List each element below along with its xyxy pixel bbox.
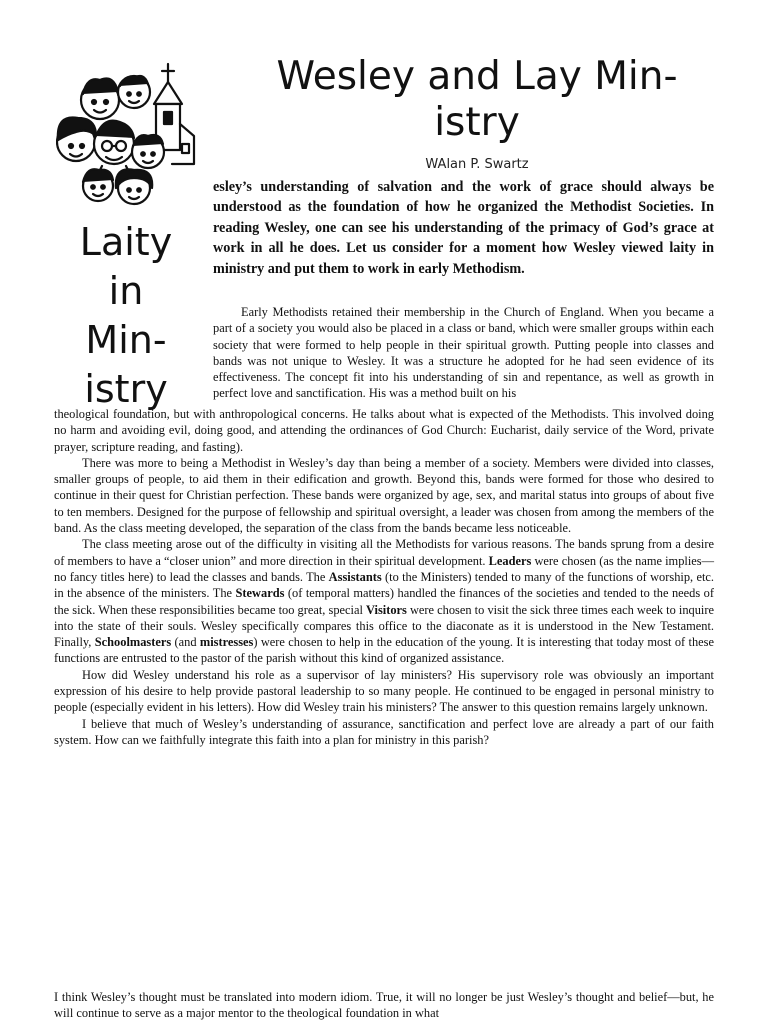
body-paragraph-5: I believe that much of Wesley’s understanding of assurance, sanctification and perfect love are already a part of our faith system. How can we faithfully integrate this faith into a plan for ministry in this parish? [54, 716, 714, 747]
closing-paragraph: I think Wesley’s thought must be translated into modern idiom. True, it will no longer be just Wesley’s thought and belief—but, he will continue to serve as a major mentor to the theological foundation in what [54, 990, 714, 1021]
sidebar-heading-line: in [108, 269, 144, 313]
sidebar-heading-line: istry [84, 367, 168, 411]
term-visitors: Visitors [366, 602, 407, 617]
text-run: The class meeting arose out of the difficulty in visiting all the Methodists for various reasons. The bands sprung from a desire of members to have a “closer union” and more direction in their spiritual development. [54, 537, 714, 568]
article-body [54, 406, 714, 748]
body-paragraph-1-rest: theological foundation, but with anthropological concerns. He talks about what is expected of the Methodists. This involved doing no harm and avoiding evil, doing good, and attending the ordinances of God Church: Eucharist, daily service of the Word, private prayer, scripture reading, and fasting). [54, 407, 714, 454]
lead-paragraph: esley’s understanding of salvation and the work of grace should always be understood as the foundation of how he organized the Methodist Societies. In reading Wesley, one can see his understanding of the primacy of God’s grace at work in all he does. Let us consider for a moment how Wesley viewed laity in ministry and put them to work in early Methodism. [213, 179, 714, 277]
term-stewards: Stewards [235, 586, 285, 601]
text-run: (of temporal matters) handled the finances of the societies and tended to the needs of the sick. When these responsibilities became too great, special [54, 586, 714, 617]
text-run: (to the Ministers) tended to many of the functions of worship, etc. in the absence of the ministers. The [54, 569, 714, 601]
article-title-line-1: Wesley and Lay Min- [276, 54, 678, 99]
text-run: were chosen (as the name implies—no fancy titles here) to lead the classes and bands. The [54, 553, 714, 584]
article-title [212, 54, 742, 146]
text-run: were chosen to visit the sick three times each week to inquire into the state of their souls. Wesley specifically compares this office to the diaconate as it is understood in the New Testament. Finally, [54, 602, 714, 650]
article-title-line-2: istry [434, 100, 520, 145]
church-people-clipart-icon [56, 62, 196, 212]
sidebar-heading [56, 218, 196, 414]
term-mistresses: mistresses [199, 635, 254, 650]
body-paragraph-2: There was more to being a Methodist in Wesley’s day than being a member of a society. Members were divided into classes, smaller groups of people, to aid them in their edification and growth. Beyond this, bands were formed for those who desired to continue in their quest for Christian perfection. These bands were organized by age, sex, and marital status into groups of about five to ten members. Designed for the purpose of fellowship and spiritual oversight, a leader was chosen from among the members of the band. As the class meeting developed, the separation of the class from the bands became less noticeable. [54, 455, 714, 536]
text-run: ) were chosen to help in the education of the young. It is interesting that today most of these functions are entrusted to the pastor of the parish without this kind of organized assistance. [54, 635, 714, 666]
term-schoolmasters: Schoolmasters [94, 635, 172, 650]
body-paragraph-4: How did Wesley understand his role as a supervisor of lay ministers? His supervisory role was obviously an important expression of his desire to help provide pastoral leadership to so many people. He continued to be engaged in personal ministry to people (especially evident in his letters). How did Wesley train his ministers? The answer to this question remains largely unknown. [54, 667, 714, 715]
sidebar-heading-line: Min- [85, 318, 167, 362]
term-leaders: Leaders [488, 553, 532, 568]
term-assistants: Assistants [328, 569, 382, 584]
body-paragraph-3 [54, 536, 714, 666]
text-run: (and [171, 635, 200, 650]
sidebar-heading-line: Laity [79, 220, 173, 264]
article-author: WAlan P. Swartz [425, 157, 529, 172]
body-paragraph-1-top: Early Methodists retained their membership in the Church of England. When you became a part of a society you would also be placed in a class or band, which were smaller groups within each society that were formed to help people in their spiritual growth. Putting people into classes and bands was not unique to Wesley. It was a structure he adopted for he had seen evidence of its effectiveness. The concept fit into his understanding of sin and repentance, as well as growth in perfect love and sanctification. His was a method built on his [213, 305, 714, 401]
